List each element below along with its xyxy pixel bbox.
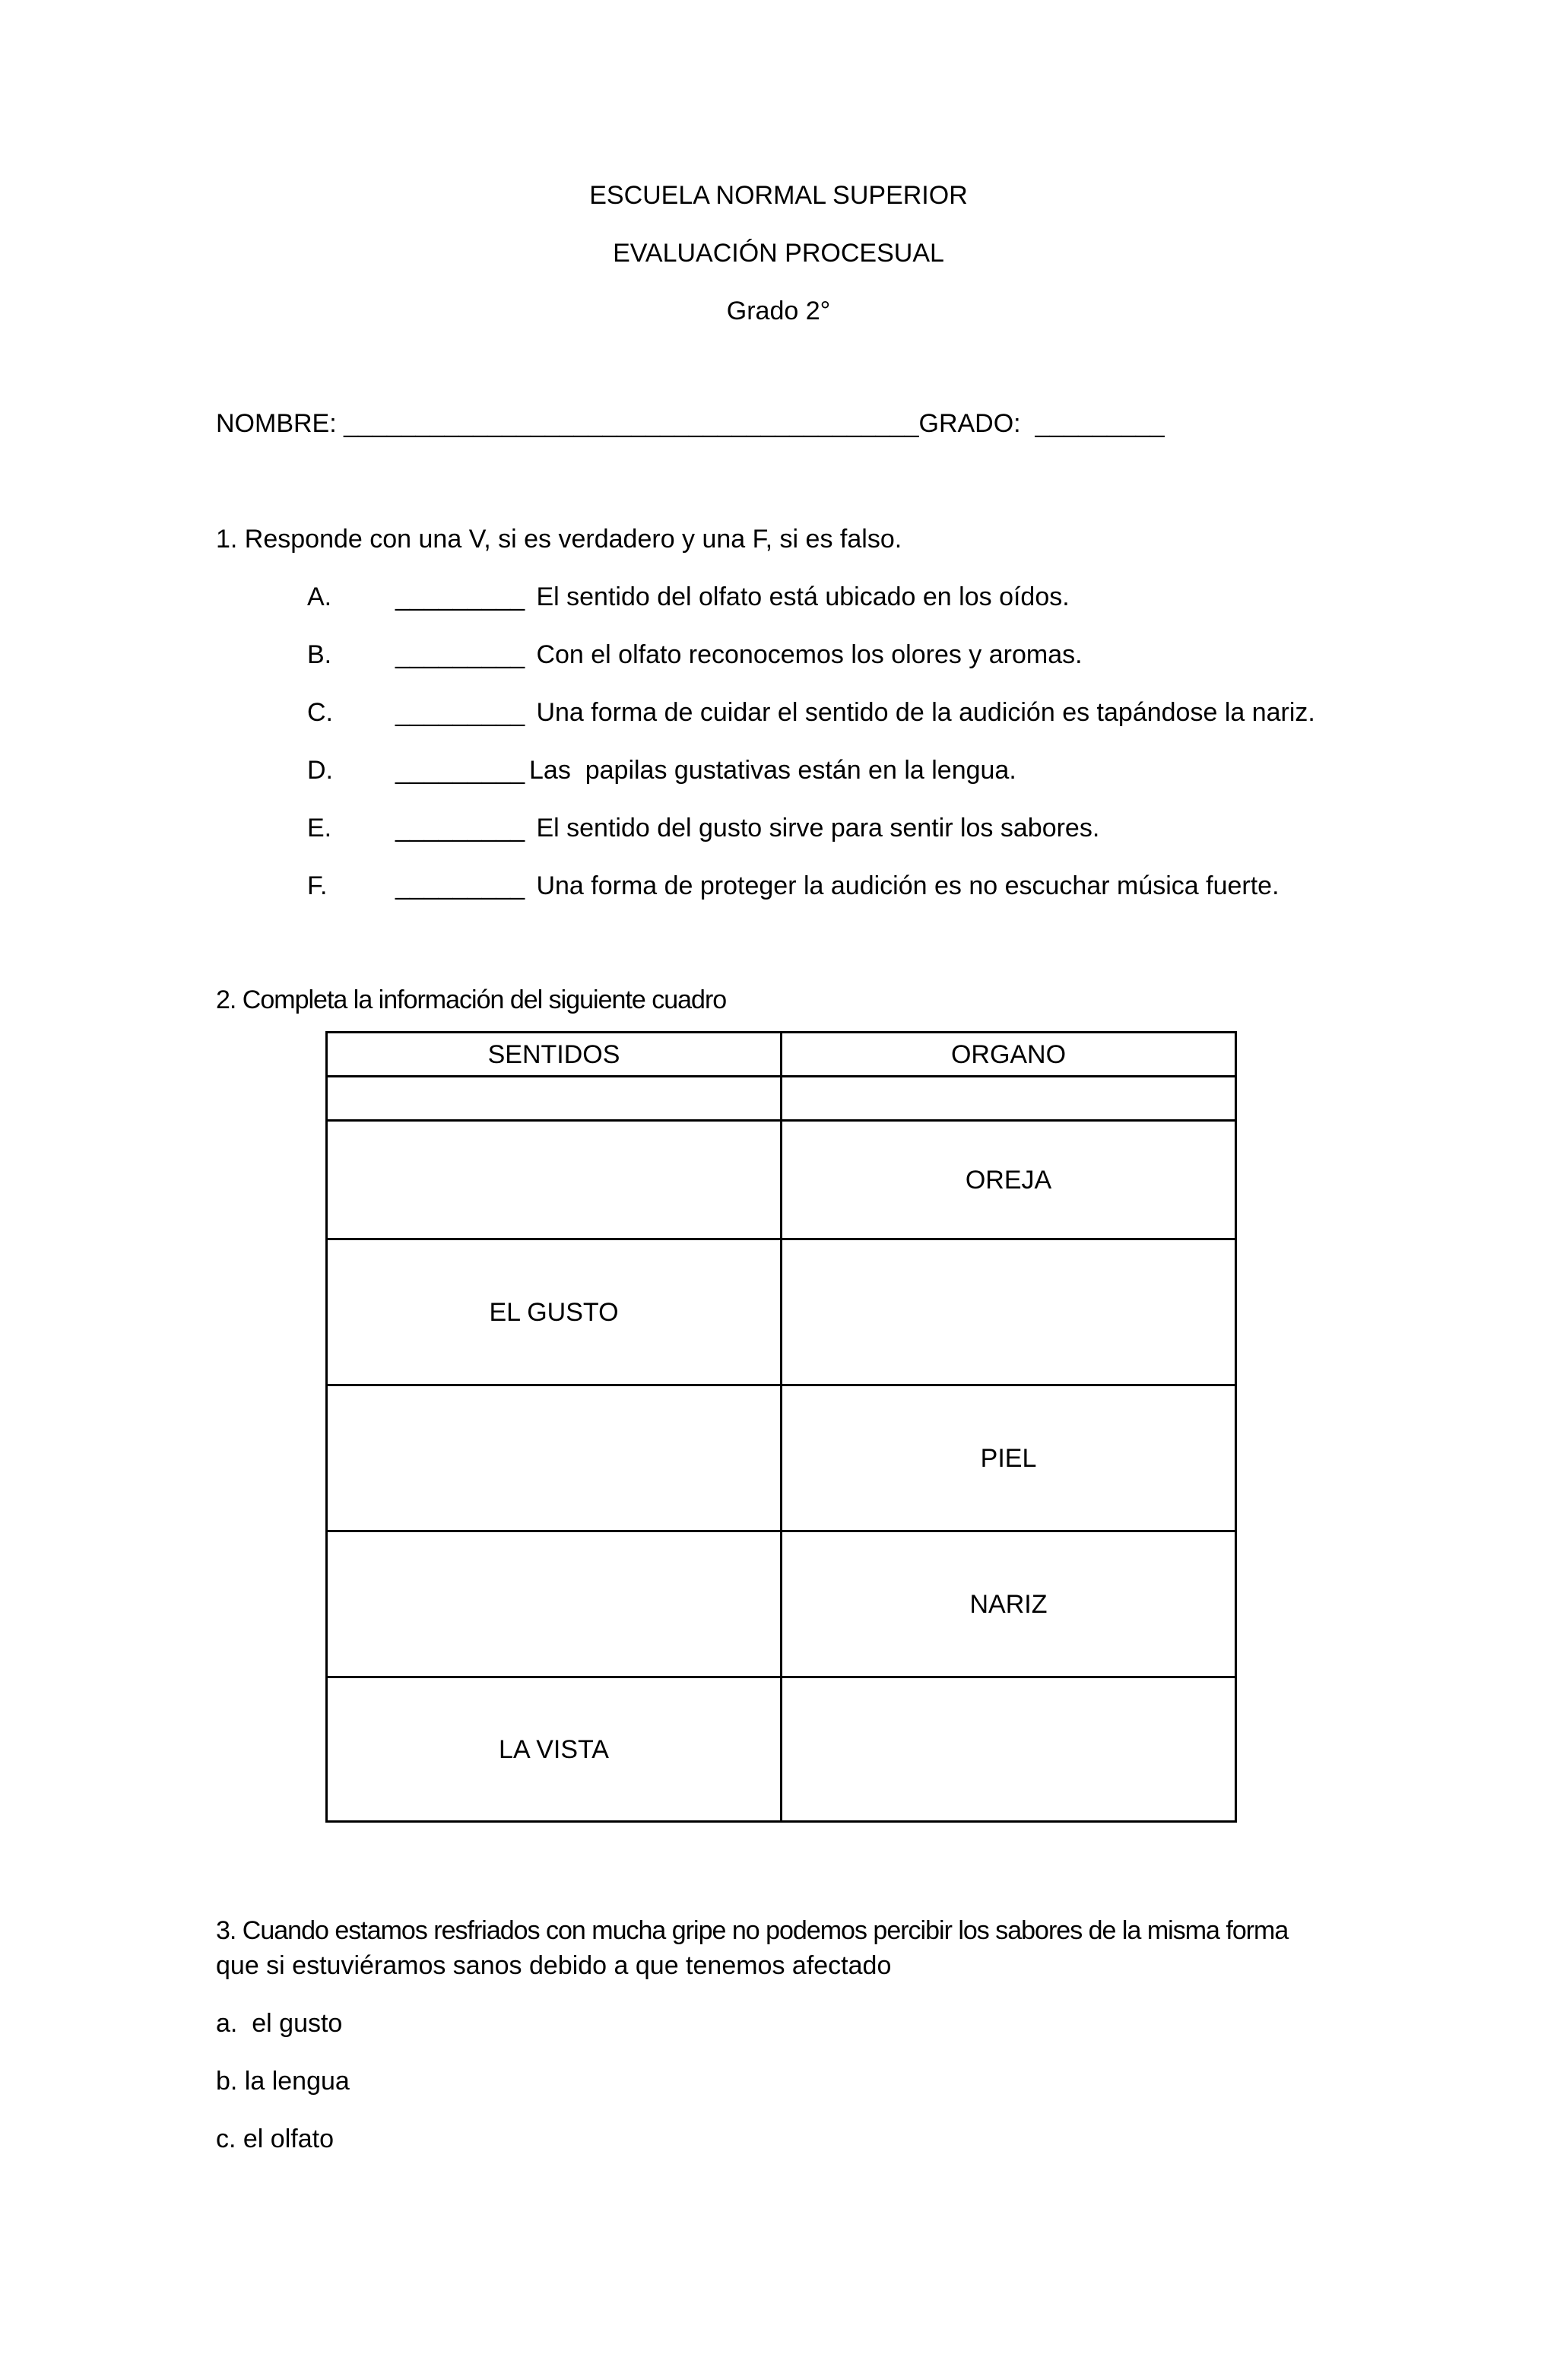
q1-item-text: El sentido del olfato está ubicado en los oídos. — [529, 582, 1070, 611]
table-row — [327, 1077, 1236, 1121]
table-header-cell: SENTIDOS — [327, 1033, 782, 1077]
q1-item-text: Una forma de cuidar el sentido de la audición es tapándose la nariz. — [529, 698, 1315, 727]
q1-item-blank: _________ — [395, 640, 525, 669]
q1-item-blank: _________ — [395, 756, 525, 785]
table-cell: NARIZ — [782, 1531, 1236, 1677]
q3-prompt-line2: que si estuviéramos sanos debido a que tenemos afectado — [216, 1951, 892, 1980]
q1-item-letter: F. — [307, 871, 328, 900]
q1-item-letter: C. — [307, 698, 333, 727]
q1-item-text: El sentido del gusto sirve para sentir los sabores. — [529, 814, 1100, 843]
table-cell[interactable] — [327, 1077, 782, 1121]
q3-option-c: c. el olfato — [216, 2125, 334, 2153]
table-row — [327, 1121, 1236, 1239]
q3-prompt-line1: 3. Cuando estamos resfriados con mucha gripe no podemos percibir los sabores de la misma forma — [216, 1916, 1289, 1945]
senses-table — [325, 1031, 1237, 1823]
q1-item-text: Con el olfato reconocemos los olores y aromas. — [529, 640, 1083, 669]
table-cell: OREJA — [782, 1121, 1236, 1239]
q1-item-letter: D. — [307, 756, 333, 785]
table-cell: EL GUSTO — [327, 1239, 782, 1385]
student-name-grade-line: NOMBRE: ________________________________________GRADO: _________ — [216, 409, 1165, 438]
q1-item-letter: A. — [307, 582, 332, 611]
q1-item-blank: _________ — [395, 698, 525, 727]
q2-prompt: 2. Completa la información del siguiente cuadro — [216, 985, 727, 1014]
table-cell[interactable] — [782, 1239, 1236, 1385]
q1-item-text: Una forma de proteger la audición es no escuchar música fuerte. — [529, 871, 1280, 900]
q1-item-blank: _________ — [395, 871, 525, 900]
table-row — [327, 1239, 1236, 1385]
table-cell[interactable] — [327, 1385, 782, 1531]
table-header-cell: ORGANO — [782, 1033, 1236, 1077]
grade-label: Grado 2° — [726, 297, 831, 325]
q1-item-text: Las papilas gustativas están en la lengua. — [529, 756, 1016, 785]
table-cell: PIEL — [782, 1385, 1236, 1531]
q1-item-letter: E. — [307, 814, 332, 843]
q3-option-b: b. la lengua — [216, 2067, 350, 2096]
q3-option-a: a. el gusto — [216, 2009, 343, 2038]
q1-item-letter: B. — [307, 640, 332, 669]
school-name: ESCUELA NORMAL SUPERIOR — [589, 181, 968, 210]
table-cell[interactable] — [327, 1121, 782, 1239]
q1-prompt: 1. Responde con una V, si es verdadero y una F, si es falso. — [216, 525, 902, 554]
q1-item-blank: _________ — [395, 582, 525, 611]
q1-item-blank: _________ — [395, 814, 525, 843]
table-cell[interactable] — [782, 1677, 1236, 1822]
table-row — [327, 1677, 1236, 1822]
table-header-row — [327, 1033, 1236, 1077]
table-cell[interactable] — [327, 1531, 782, 1677]
table-cell: LA VISTA — [327, 1677, 782, 1822]
table-cell[interactable] — [782, 1077, 1236, 1121]
evaluation-title: EVALUACIÓN PROCESUAL — [613, 239, 944, 268]
table-row — [327, 1531, 1236, 1677]
table-row — [327, 1385, 1236, 1531]
